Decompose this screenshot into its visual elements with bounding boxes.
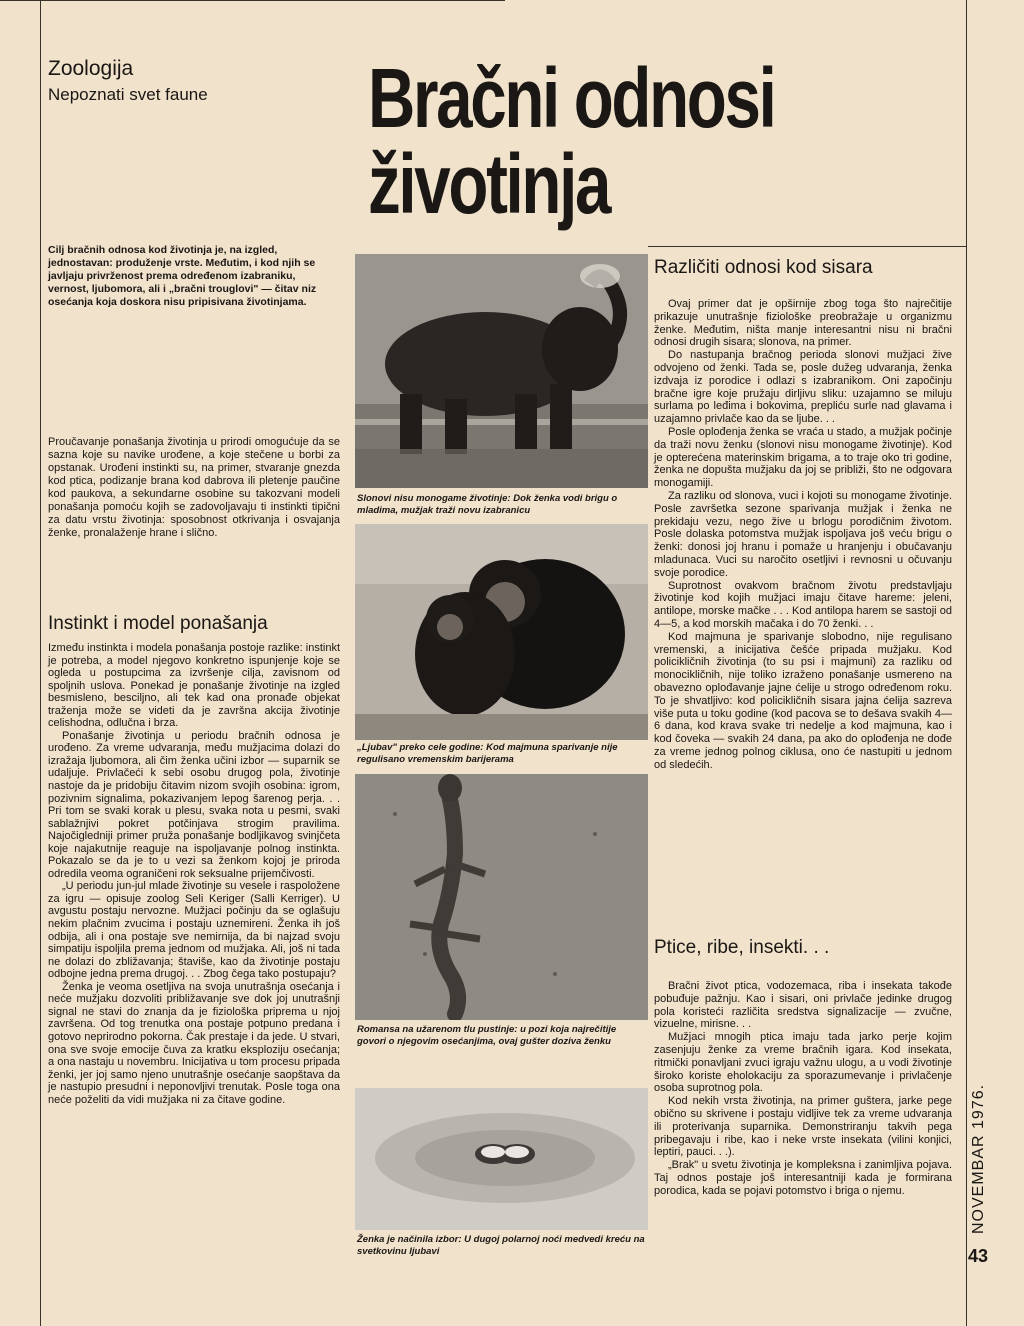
body-paragraph: Mužjaci mnogih ptica imaju tada jarko perje kojim zasenjuju ženke za vreme bračnih igara. Kod insekata, ritmički ponavljani zvuci igraju važnu ulogu, a u vodi životinje široko koriste eholokaciju za sporazumevanje i privlačenje osoba suprotnog pola. <box>654 1031 952 1095</box>
lead-paragraph: Cilj bračnih odnosa kod životinja je, na izgled, jednostavan: produženje vrste. Međutim, i kod njih se javljaju privrženost prema određenom izabraniku, vernost, ljubomora, ali i „bračni trouglovi" — čitav niz osećanja koja doskora nisu pripisivana životinjama. <box>48 244 317 308</box>
chimpanzee-photo <box>355 524 648 740</box>
right-page-rule <box>966 0 967 1326</box>
left-column-heading: Instinkt i model ponašanja <box>48 613 268 634</box>
headline-line-2: životinja <box>368 137 610 231</box>
body-paragraph: Posle oplođenja ženka se vraća u stado, a mužjak počinje da traži novu ženku (slonovi nisu monogame životinje). Kod je opterećena materinskim brigama, a to traje oko tri godine, ženka ne dopušta mužjaku da joj se približi, što ne odgovara monogamiji. <box>654 425 952 490</box>
lizard-photo-image <box>355 774 648 1020</box>
body-paragraph: Ovaj primer dat je opširnije zbog toga što najrečitije prikazuje unutrašnje fiziološke preobražaje u organizmu ženke. Međutim, ništa manje interesantni nisu ni bračni odnosi drugih sisara; slonova, na primer. <box>654 298 952 349</box>
body-paragraph: Za razliku od slonova, vuci i kojoti su monogame životinje. Posle završetka sezone sparivanja mužjak i ženka ne prekidaju vezu, nego žive u brlogu porodičnim životom. Posle dolaska potomstva mužjak ispoljava još veću brigu o ženki: donosi joj hranu i pomaže u hranjenju i obučavanju mladunaca. Vuci su naročito osetljivi i revnosni u očuvanju svoje porodice. <box>654 489 952 579</box>
body-paragraph: Bračni život ptica, vodozemaca, riba i insekata takođe pobuđuje pažnju. Kao i sisari, oni privlače jedinke drugog pola koristeći različita sredstva signalizacije — zvučne, vizuelne, mirisne. . . <box>654 980 952 1031</box>
right-column-heading-2: Ptice, ribe, insekti. . . <box>654 937 830 958</box>
section-title: Zoologija <box>48 57 134 80</box>
body-paragraph: „U periodu jun-jul mlade životinje su vesele i raspoložene za igru — opisuje zoolog Seli Keriger (Salli Kerriger). U avgustu postaju nervozne. Mužjaci počinju da se oglašuju nekim plačnim zvucima i postaju uznemireni. Ženka ih još odbija, ali i ona postaje sve nemirnija, da bi najzad svoju simpatiju ispoljila prema jednom od mužjaka. Ali, još ni tada ne dolazi do zbližavanja; štaviše, kao da životinje postaju odbojne jedna prema drugoj. . . Zbog čega tako postupaju? <box>48 880 340 981</box>
right-column-body-2 <box>654 980 952 1198</box>
right-column-heading-1: Različiti odnosi kod sisara <box>654 257 873 278</box>
lizard-photo <box>355 774 648 1020</box>
page-number: 43 <box>968 1246 989 1266</box>
elephant-caption: Slonovi nisu monogame životinje: Dok ženka vodi brigu o mladima, mužjak traži novu izabranicu <box>357 493 618 516</box>
body-paragraph: Do nastupanja bračnog perioda slonovi mužjaci žive odvojeno od ženki. Tada se, posle dužeg udvaranja, ženka izdvaja iz porodice i odlazi s izabranikom. Oni započinju bračne igre koje pružaju dirljivu sliku: uzajamno se miluju surlama po leđima i bokovima, prepliću surle nad glavama i uzajamno privlače kao da se ljube. . . <box>654 349 952 426</box>
left-page-rule <box>40 0 41 1326</box>
polar-bears-caption: Ženka je načinila izbor: U dugoj polarnoj noći medvedi kreću na svetkovinu ljubavi <box>357 1234 645 1257</box>
polar-bears-photo <box>355 1088 648 1230</box>
elephant-photo-image <box>355 254 648 488</box>
body-paragraph: Između instinkta i modela ponašanja postoje razlike: instinkt je potreba, a model njegovo konkretno ispunjenje koje se ogleda u postupcima za izvršenje cilja, zavisnom od spoljnih uslova. Ponekad je ponašanje životinje na izgled besmisleno, besciljno, ali tek kad ona pronađe objekat traženja može se videti da je završna akcija životinje celishodna, odlučna i brza. <box>48 642 340 730</box>
issue-date: NOVEMBAR 1976. <box>970 1083 987 1234</box>
body-paragraph: Ženka je veoma osetljiva na svoja unutrašnja osećanja i neće mužjaku dozvoliti približavanje sve dok joj unutrašnji signal ne stavi do znanja da je fiziološka priprema u njoj završena. Od tog trenutka ona postaje potpuno predana i gotovo neprirodno pokorna. Čak prestaje i da jede. U stvari, ona sve svoje emocije čuva za kratku eksploziju osećanja; a ona nastaju u novembru. Inicijativa u tom procesu pripada ženki, jer joj samo njeno unutrašnje osećanje saopštava da je nastupio presudni i neponovljivi trenutak. Posle toga ona neće poželiti da vidi mužjaka ni za čitave godine. <box>48 980 340 1106</box>
body-paragraph: Kod nekih vrsta životinja, na primer guštera, jarke pege obično su skrivene i postaju vidljive tek za vreme udvaranja ili proterivanja suparnika. Demonstriranju takvih pega pribegavaju i ribe, kao i neke vrste insekata (vilini konjici, leptiri, pauci. . .). <box>654 1095 952 1159</box>
lizard-caption: Romansa na užarenom tlu pustinje: u pozi koja najrečitije govori o njegovim osećanjima, ovaj gušter doziva ženku <box>357 1024 617 1047</box>
intro-paragraph: Proučavanje ponašanja životinja u prirodi omogućuje da se sazna koje su navike urođene, a koje stečene u borbi za opstanak. Urođeni instinkti su, na primer, stvaranje gnezda kod ptica, podizanje brana kod dabrova ili pletenje paučine kod paukova, a sekundarne osobine su takozvani modeli ponašanja pomoću kojih se zadovoljavaju ti instinkti tipični za datu vrstu životinja: sposobnost otkrivanja i osvajanja ženke, pronalaženje hrane i slično. <box>48 436 340 539</box>
elephant-photo <box>355 254 648 488</box>
headline-line-1: Bračni odnosi <box>368 51 775 145</box>
polar-bears-photo-image <box>355 1088 648 1230</box>
body-paragraph: Ponašanje životinja u periodu bračnih odnosa je urođeno. Za vreme udvaranja, među mužjacima dolazi do izražaja ljubomora, ali čim ženka učini izbor — suparnik se udaljuje. Privlačeći k sebi osobu drugog pola, životinje nastoje da je pridobiju čitavim nizom svojih osobina: igrom, pozivnim signalima, pokazivanjem lepog šarenog perja. . . Pri tom se svaki korak u plesu, svaka nota u pesmi, svaki sablažnjivi pokret potčinjava strogim pravilima. Najočigledniji primer pruža ponašanje bodljikavog svinjčeta koje najakutnije reaguje na ispoljavanje polnog instinkta. Pokazalo se da je to u vezi sa ženkom kojoj je priroda odredila veoma ograničeni rok seksualne prijemčivosti. <box>48 729 340 880</box>
chimpanzee-caption: „Ljubav" preko cele godine: Kod majmuna sparivanje nije regulisano vremenskim barijerama <box>357 742 618 765</box>
body-paragraph: „Brak" u svetu životinja je kompleksna i zanimljiva pojava. Taj odnos postaje još interesantniji kada je formirana porodica, kada se pojavi potomstvo i briga o njemu. <box>654 1159 952 1197</box>
body-paragraph: Kod majmuna je sparivanje slobodno, nije regulisano vremenski, a inicijativa češće pripada mužjaku. Kod policikličnih životinja (to su psi i majmuni) za razliku od monocikličnih, nije toliko izraženo ponašanje usmereno na obavezno oplođavanje jajne ćelije u strogo određenom roku. To je shvatljivo: kod policikličnih sisara jajna ćelija sazreva više puta u toku godine (kod pacova se to dešava svakih 4—6 dana, kod krava svake tri nedelje a kod majmuna, kao i kod čoveka — svakih 24 dana, pa ako do oplođenja ne dođe za vreme jednog polnog ciklusa, ono će nastupiti u jednom od sledećih. <box>654 630 952 771</box>
right-column-body-1 <box>654 298 952 771</box>
body-paragraph: Suprotnost ovakvom bračnom životu predstavljaju životinje kod kojih mužjaci imaju čitave hareme: jeleni, antilope, morske mačke . . . Kod antilopa harem se sastoji od 4—5, a kod morskih mačaka i do 70 ženki. . . <box>654 579 952 630</box>
left-column-body <box>48 642 340 1106</box>
right-column-top-rule <box>648 246 966 247</box>
section-subtitle: Nepoznati svet faune <box>48 85 208 104</box>
chimpanzee-photo-image <box>355 524 648 740</box>
top-rule <box>0 0 505 1</box>
left-column-intro <box>48 436 340 540</box>
